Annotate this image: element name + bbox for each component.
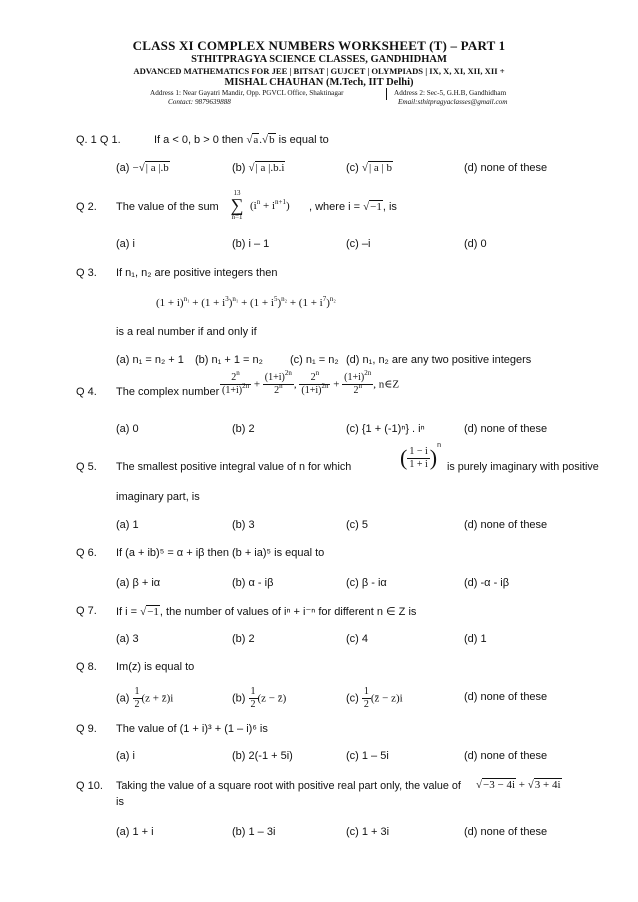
q10-option-c[interactable]: (c) 1 + 3i (346, 826, 390, 838)
q5-stem-line2: imaginary part, is (116, 491, 200, 503)
q4-expression: $\frac{2^n}{(1+i)^{2n}}$ + $\frac{(1+i)^{2n}}{2^n}$ , $\frac{2^n}{(1+i)^{2n}}$ + $\frac{(1+i)^{2n}}{2^n}$ , n∈Z (222, 369, 400, 396)
q8-option-a[interactable]: (a) $\frac{1}{2}$ (z + z̄)i (116, 686, 174, 710)
q2-option-a[interactable]: (a) i (116, 238, 135, 250)
q10-stem: Taking the value of a square root with positive real part only, the value of (116, 780, 461, 792)
q10-stem-line2: is (116, 796, 124, 808)
q7-option-a[interactable]: (a) 3 (116, 633, 139, 645)
q5-expression: ( $\frac{1 - i}{1 + i}$ )$^n$ (400, 441, 441, 470)
q3-option-c[interactable]: (c) n₁ = n₂ (290, 354, 339, 366)
q7-stem: If i = √−1, the number of values of iⁿ + i⁻ⁿ for different n ∈ Z is (116, 606, 417, 618)
q2-expression: $(i^n + i^{n+1})$ (250, 198, 290, 212)
q8-stem: Im(z) is equal to (116, 661, 195, 673)
q3-stem: If n₁, n₂ are positive integers then (116, 267, 278, 279)
q5-option-b[interactable]: (b) 3 (232, 519, 255, 531)
q10-number: Q 10. (76, 780, 103, 792)
q6-option-b[interactable]: (b) α - iβ (232, 577, 274, 589)
address-2: Address 2: Sec-5, G.H.B, Gandhidham (394, 89, 507, 97)
worksheet-title: CLASS XI COMPLEX NUMBERS WORKSHEET (T) – PART 1 (132, 38, 506, 53)
q7-option-c[interactable]: (c) 4 (346, 633, 368, 645)
q2-stem: The value of the sum (116, 201, 219, 213)
q2-option-c[interactable]: (c) –i (346, 238, 371, 250)
teacher-name: MISHAL CHAUHAN (M.Tech, IIT Delhi) (224, 77, 414, 88)
q6-option-c[interactable]: (c) β - iα (346, 577, 387, 589)
q3-option-a[interactable]: (a) n₁ = n₂ + 1 (116, 354, 184, 366)
contact: Contact: 9879639888 (168, 98, 231, 106)
q3-option-d[interactable]: (d) n₁, n₂ are any two positive integers (346, 354, 532, 366)
q2-stem-mid: , where i = √−1, is (309, 201, 397, 213)
q5-option-d[interactable]: (d) none of these (464, 519, 548, 531)
q1-stem-post: is equal to (275, 134, 329, 146)
q1-expression: √a.√b (246, 134, 275, 146)
q1-option-b[interactable]: (b) √| a |.b.i (232, 162, 285, 174)
q10-option-b[interactable]: (b) 1 – 3i (232, 826, 276, 838)
q9-option-a[interactable]: (a) i (116, 750, 135, 762)
q5-stem: The smallest positive integral value of n for which (116, 461, 352, 473)
q9-option-d[interactable]: (d) none of these (464, 750, 548, 762)
q9-number: Q 9. (76, 723, 97, 735)
q5-number: Q 5. (76, 461, 97, 473)
q8-option-b[interactable]: (b) $\frac{1}{2}$ (z − z̄) (232, 686, 287, 710)
q8-option-d[interactable]: (d) none of these (464, 691, 548, 703)
q1-stem-pre: If a < 0, b > 0 then (154, 134, 247, 146)
q7-option-d[interactable]: (d) 1 (464, 633, 487, 645)
q6-option-d[interactable]: (d) -α - iβ (464, 577, 510, 589)
q2-summation: 13 ∑ n=1 (230, 189, 244, 221)
q10-expression: √−3 − 4i + √3 + 4i (476, 779, 561, 791)
q5-option-c[interactable]: (c) 5 (346, 519, 368, 531)
q6-number: Q 6. (76, 547, 97, 559)
q2-number: Q 2. (76, 201, 97, 213)
institute-name: STHITPRAGYA SCIENCE CLASSES, GANDHIDHAM (191, 54, 447, 65)
q4-stem: The complex number (116, 386, 220, 398)
q4-option-a[interactable]: (a) 0 (116, 423, 139, 435)
q1-option-c[interactable]: (c) √| a | b (346, 162, 392, 174)
q4-option-b[interactable]: (b) 2 (232, 423, 255, 435)
q6-stem: If (a + ib)⁵ = α + iβ then (b + ia)⁵ is equal to (116, 547, 325, 559)
q3-expression: $(1 + i)^{n_1} + (1 + i^3)^{n_1} + (1 + i^5)^{n_2} + (1 + i^7)^{n_2}$ (156, 295, 336, 309)
q1-number: Q. 1 Q 1. (76, 134, 121, 146)
q1-option-d[interactable]: (d) none of these (464, 162, 548, 174)
q7-option-b[interactable]: (b) 2 (232, 633, 255, 645)
tagline: ADVANCED MATHEMATICS FOR JEE | BITSAT | GUJCET | OLYMPIADS | IX, X, XI, XII, XII + (133, 66, 505, 76)
q9-option-b[interactable]: (b) 2(-1 + 5i) (232, 750, 293, 762)
q2-option-d[interactable]: (d) 0 (464, 238, 487, 250)
q5-option-a[interactable]: (a) 1 (116, 519, 139, 531)
q4-number: Q 4. (76, 386, 97, 398)
q1-option-a[interactable]: (a) −√| a |.b (116, 162, 169, 174)
email: Email:sthitpragyaclasses@gmail.com (398, 98, 508, 106)
q5-stem-post: is purely imaginary with positive (447, 461, 599, 473)
q4-option-d[interactable]: (d) none of these (464, 423, 548, 435)
q6-option-a[interactable]: (a) β + iα (116, 577, 161, 589)
q1-stem (154, 134, 329, 146)
q3-stem-line2: is a real number if and only if (116, 326, 257, 338)
q8-option-c[interactable]: (c) $\frac{1}{2}$ (z̄ − z)i (346, 686, 403, 710)
address-1: Address 1: Near Gayatri Mandir, Opp. PGVCL Office, Shaktinagar (150, 89, 344, 97)
q3-option-b[interactable]: (b) n₁ + 1 = n₂ (195, 354, 263, 366)
q3-number: Q 3. (76, 267, 97, 279)
q4-option-c[interactable]: (c) {1 + (-1)ⁿ} . iⁿ (346, 423, 425, 435)
address-divider (386, 88, 387, 100)
q2-option-b[interactable]: (b) i – 1 (232, 238, 270, 250)
q7-number: Q 7. (76, 605, 97, 617)
q10-option-d[interactable]: (d) none of these (464, 826, 548, 838)
q9-stem: The value of (1 + i)³ + (1 – i)⁶ is (116, 723, 268, 735)
q9-option-c[interactable]: (c) 1 – 5i (346, 750, 389, 762)
q10-option-a[interactable]: (a) 1 + i (116, 826, 154, 838)
q8-number: Q 8. (76, 661, 97, 673)
